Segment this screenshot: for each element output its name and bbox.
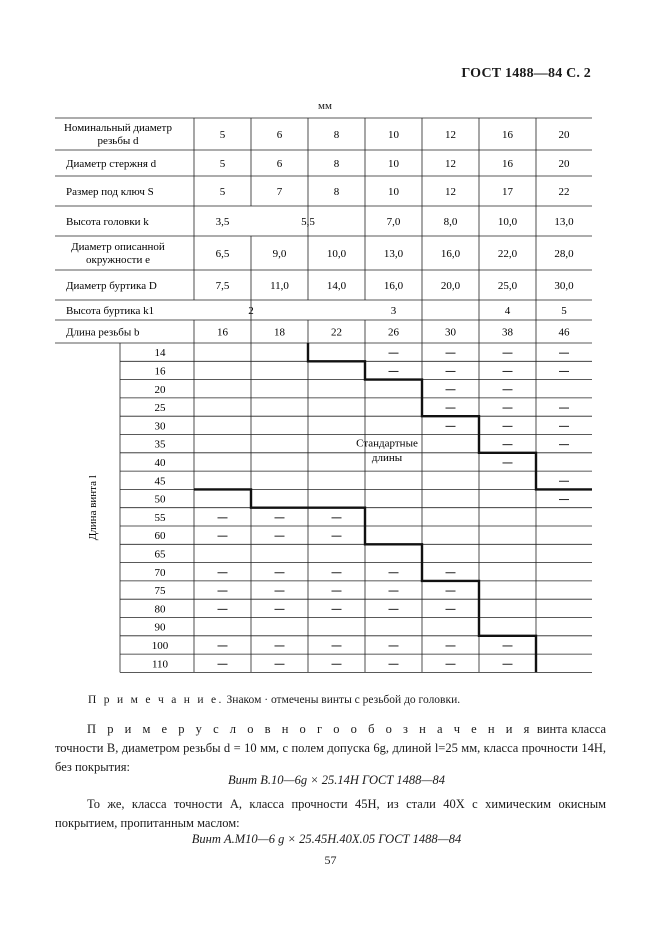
row-label: Длина резьбы b bbox=[66, 326, 140, 339]
length-value: 14 bbox=[154, 347, 166, 360]
length-value: 35 bbox=[154, 438, 166, 451]
length-value: 80 bbox=[154, 603, 166, 616]
table-cell: 11,0 bbox=[270, 280, 289, 292]
table-cell: 16,0 bbox=[440, 248, 461, 260]
table-cell: 5 bbox=[219, 158, 226, 170]
table-cell: 38 bbox=[502, 326, 513, 339]
example-heading: П р и м е р у с л о в н о г о о б о з н а ч е н и я bbox=[87, 722, 533, 736]
table-cell: 30 bbox=[445, 326, 456, 339]
unit-label: мм bbox=[318, 100, 332, 112]
table-cell: 7,5 bbox=[215, 280, 230, 292]
example-text: винта класса точности В, диаметром резьбы d = 10 мм, с полем допуска 6g, длиной l=25 мм, класса прочности 14Н, без покрытия: bbox=[55, 722, 606, 774]
document-header: ГОСТ 1488—84 С. 2 bbox=[461, 66, 591, 81]
table-cell: 17 bbox=[502, 186, 513, 198]
standard-lengths-label: длины bbox=[371, 451, 403, 464]
length-value: 55 bbox=[154, 511, 166, 524]
table-cell: 6 bbox=[276, 158, 283, 170]
table-cell: 13,0 bbox=[383, 248, 404, 260]
length-value: 25 bbox=[154, 402, 166, 415]
row-label: окружности e bbox=[85, 254, 151, 266]
length-value: 40 bbox=[154, 456, 166, 469]
table-cell: 4 bbox=[504, 305, 511, 317]
length-value: 110 bbox=[151, 658, 169, 671]
length-value: 30 bbox=[154, 420, 166, 433]
example-paragraph-1 bbox=[55, 720, 606, 777]
length-value: 70 bbox=[154, 566, 166, 579]
note-text: Знаком · отмечены винты с резьбой до головки. bbox=[226, 694, 461, 706]
table-cell: 16 bbox=[217, 326, 228, 339]
table-cell: 16,0 bbox=[383, 280, 404, 292]
table-cell: 28,0 bbox=[554, 248, 574, 260]
table-cell: 10,0 bbox=[326, 248, 347, 260]
table-cell: 18 bbox=[274, 326, 285, 339]
row-label: Высота головки k bbox=[66, 216, 149, 228]
table-cell: 12 bbox=[445, 129, 456, 141]
standard-lengths-label: Стандартные bbox=[356, 437, 418, 450]
table-cell: 16 bbox=[502, 129, 513, 141]
table-cell: 12 bbox=[445, 158, 456, 170]
length-value: 60 bbox=[154, 530, 166, 543]
table-cell: 9,0 bbox=[272, 248, 287, 260]
row-label: Высота буртика k1 bbox=[66, 305, 155, 317]
table-cell: 8 bbox=[333, 186, 340, 198]
table-cell: 2 bbox=[248, 305, 254, 317]
table-cell: 8 bbox=[333, 158, 340, 170]
table-cell: 22,0 bbox=[497, 248, 518, 260]
designation-formula-1: Винт В.10—6g × 25.14Н ГОСТ 1488—84 bbox=[227, 773, 446, 787]
table-cell: 10 bbox=[388, 129, 399, 141]
table-cell: 5,5 bbox=[301, 216, 315, 228]
table-cell: 13,0 bbox=[554, 216, 574, 228]
page-number: 57 bbox=[324, 853, 337, 867]
length-value: 65 bbox=[154, 548, 166, 561]
length-value: 90 bbox=[154, 621, 166, 634]
axis-label: Длина винта l bbox=[87, 475, 99, 541]
table-note bbox=[88, 694, 460, 706]
table-cell: 10,0 bbox=[497, 216, 518, 228]
table-cell: 22 bbox=[331, 326, 342, 339]
table-cell: 16 bbox=[502, 158, 513, 170]
table-cell: 8 bbox=[333, 129, 340, 141]
table-cell: 10 bbox=[388, 158, 399, 170]
table-cell: 12 bbox=[445, 186, 456, 198]
row-label: Размер под ключ S bbox=[66, 186, 154, 198]
table-cell: 20 bbox=[558, 158, 570, 170]
table-cell: 5 bbox=[219, 186, 226, 198]
row-label: Диаметр буртика D bbox=[66, 280, 157, 292]
example-paragraph-2: То же, класса точности А, класса прочности 45Н, из стали 40Х с химическим окисным покрытием, пропитанным маслом: bbox=[55, 797, 606, 830]
length-value: 45 bbox=[154, 475, 166, 488]
table-cell: 7,0 bbox=[386, 216, 401, 228]
row-label: Диаметр описанной bbox=[71, 241, 165, 253]
table-cell: 6 bbox=[276, 129, 283, 141]
length-value: 50 bbox=[154, 493, 166, 506]
row-label: Номинальный диаметр bbox=[63, 122, 173, 134]
length-value: 100 bbox=[151, 639, 169, 652]
table-cell: 30,0 bbox=[554, 280, 574, 292]
length-value: 16 bbox=[154, 365, 166, 378]
table-cell: 8,0 bbox=[443, 216, 458, 228]
table-cell: 20 bbox=[558, 129, 570, 141]
table-cell: 20,0 bbox=[440, 280, 461, 292]
table-cell: 22 bbox=[558, 186, 570, 198]
table-cell: 26 bbox=[388, 326, 399, 339]
table-cell: 5 bbox=[561, 305, 567, 317]
table-cell: 5 bbox=[219, 129, 226, 141]
note-prefix: П р и м е ч а н и е. bbox=[88, 694, 224, 706]
table-cell: 14,0 bbox=[326, 280, 347, 292]
table-cell: 7 bbox=[276, 186, 283, 198]
table-cell: 3,5 bbox=[215, 216, 230, 228]
row-label: Диаметр стержня d bbox=[66, 158, 157, 170]
table-cell: 25,0 bbox=[497, 280, 518, 292]
table-cell: 46 bbox=[558, 326, 570, 339]
table-cell: 10 bbox=[388, 186, 399, 198]
length-value: 20 bbox=[154, 383, 166, 396]
length-value: 75 bbox=[154, 585, 166, 598]
table-cell: 3 bbox=[390, 305, 397, 317]
table-cell: 6,5 bbox=[215, 248, 230, 260]
designation-formula-2: Винт А.М10—6 g × 25.45Н.40Х.05 ГОСТ 1488—84 bbox=[191, 832, 462, 846]
row-label: резьбы d bbox=[97, 135, 139, 147]
